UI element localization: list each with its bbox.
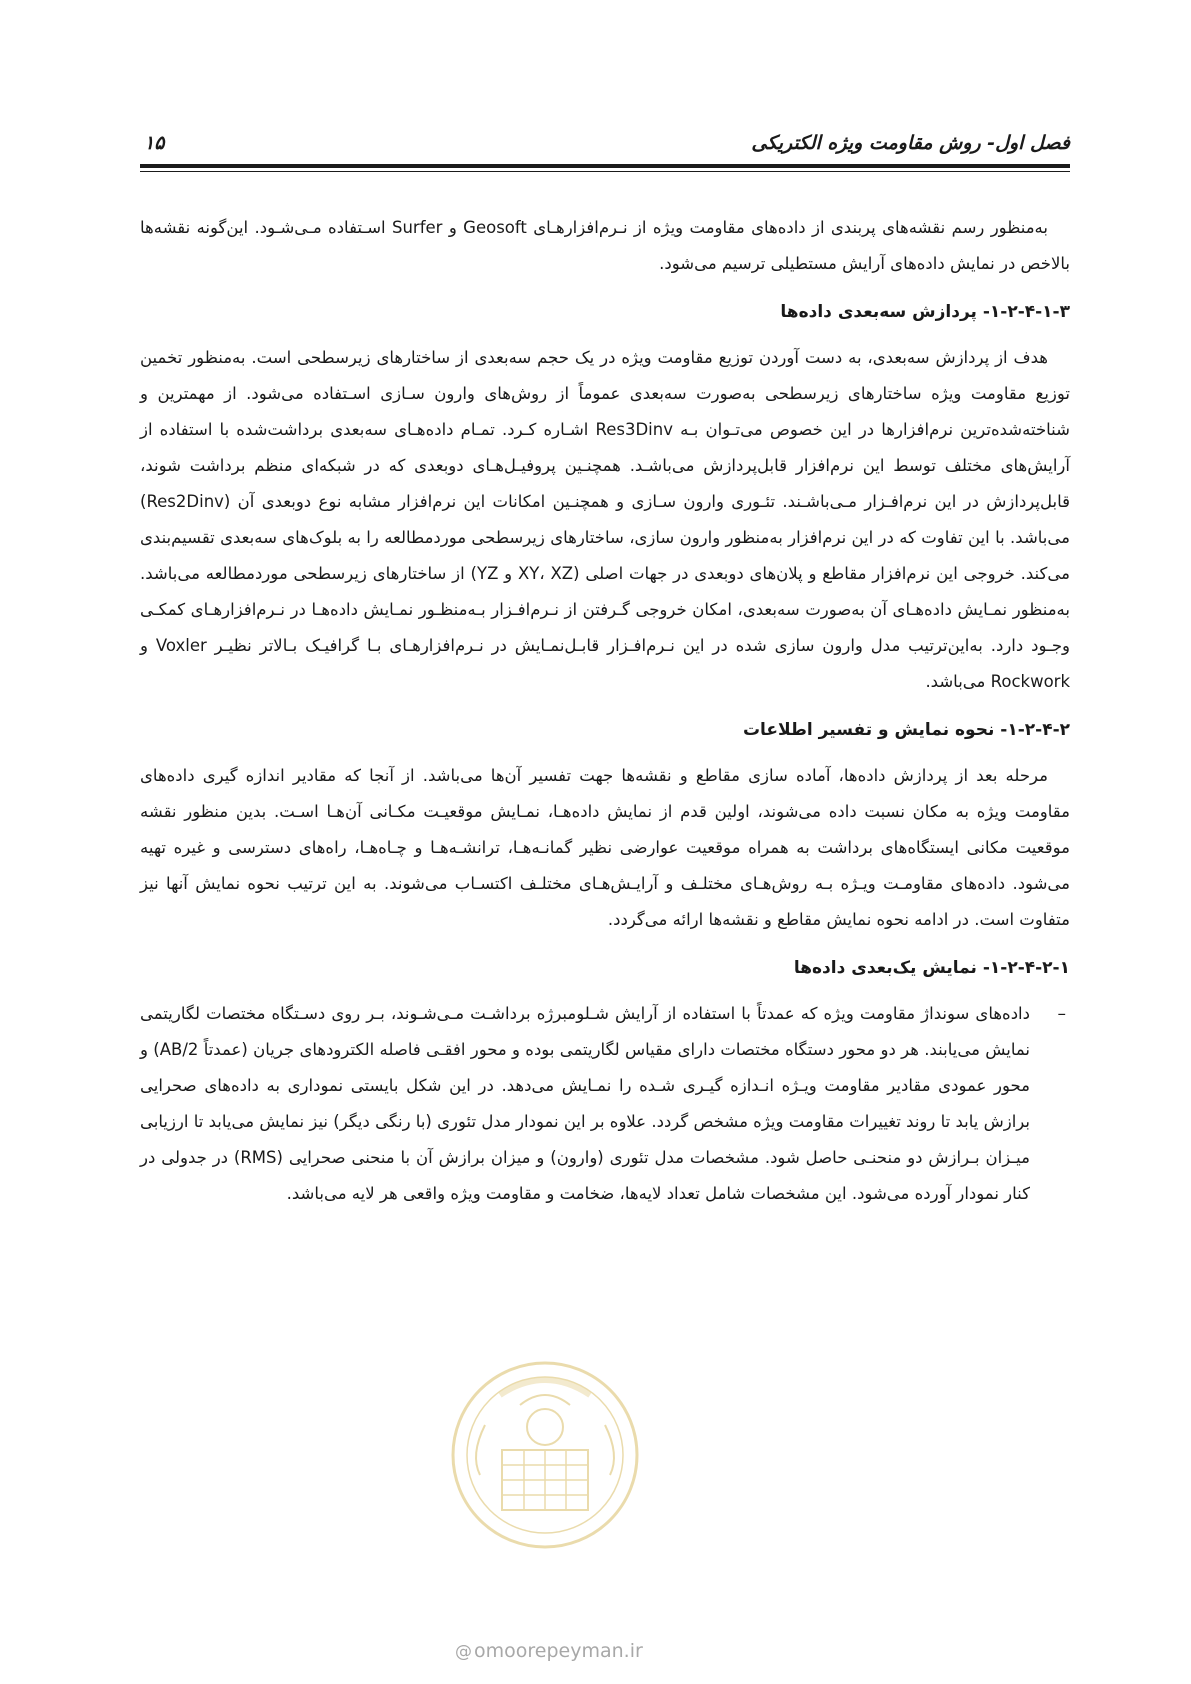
body-paragraph: هدف از پردازش سه‌بعدی، به دست آوردن توزیع مقاومت ویژه در یک حجم سه‌بعدی از ساختارهای زیرسطحی است. به‌منظور تخمین توزیع مقاومت ویژه ساختارهای زیرسطحی به‌صورت سه‌بعدی عموماً از روش‌های وارون سـازی اسـتفاده می‌شود. از مهمترین و شناخته‌شده‌ترین نرم‌افزارها در این خصوص می‌تـوان بـه Res3Dinv اشـاره کـرد. تمـام داده‌هـای سه‌بعدی برداشت‌شده با استفاده از آرایش‌های مختلف توسط این نرم‌افزار قابل‌پردازش می‌باشـد. همچنـین پروفیـل‌هـای دوبعدی که در شبکه‌ای منظم برداشت شوند، قابل‌پردازش در این نرم‌افـزار مـی‌باشـند. تئـوری وارون سـازی و همچنـین امکانات این نرم‌افزار مشابه نوع دوبعدی آن (Res2Dinv) می‌باشد. با این تفاوت که در این نرم‌افزار به‌منظور وارون سازی، ساختارهای زیرسطحی موردمطالعه را به بلوک‌های سه‌بعدی تقسیم‌بندی می‌کند. خروجی این نرم‌افزار مقاطع و پلان‌های دوبعدی در جهات اصلی (XY، XZ و YZ) از ساختارهای زیرسطحی موردمطالعه می‌باشد. به‌منظور نمـایش داده‌هـای آن به‌صورت سه‌بعدی، امکان خروجی گـرفتن از نـرم‌افـزار بـه‌منظـور نمـایش داده‌هـا در نـرم‌افزارهـای کمکـی وجـود دارد. به‌این‌ترتیب مدل وارون سازی شده در این نـرم‌افـزار قابـل‌نمـایش در نـرم‌افزارهـای بـا گرافیـک بـالاتر نظیـر Voxler و Rockwork می‌باشد.	[140, 348, 1070, 691]
list-item	[140, 996, 1070, 1212]
page-content	[140, 210, 1070, 1212]
running-header	[140, 120, 1070, 160]
section-heading: ۱-۲-۴-۱-۳- پردازش سه‌بعدی داده‌ها	[780, 302, 1070, 322]
chapter-title: فصل اول- روش مقاومت ویژه الکتریکی	[751, 132, 1070, 154]
book-page	[140, 120, 1070, 1660]
section-display-interpretation	[140, 715, 1070, 938]
bullet-text: داده‌های سونداژ مقاومت ویژه که عمدتاً با استفاده از آرایش شـلومبرژه برداشـت مـی‌شـوند، بـر روی دسـتگاه مختصات لگاریتمی نمایش می‌یابند. هر دو محور دستگاه مختصات دارای مقیاس لگاریتمی بوده و محور افقـی فاصله الکترودهای جریان (عمدتاً AB/2) و محور عمودی مقادیر مقاومت ویـژه انـدازه گیـری شـده را نمـایش می‌دهد. در این شکل بایستی نموداری به داده‌های صحرایی برازش یابد تا روند تغییرات مقاومت ویژه مشخص گردد. علاوه بر این نمودار مدل تئوری (با رنگی دیگر) نیز نمایش می‌یابد تا ارزیابی میـزان بـرازش دو منحنـی حاصل شود. مشخصات مدل تئوری (وارون) و میزان برازش آن با منحنی صحرایی (RMS) در جدولی در کنار نمودار آورده می‌شود. این مشخصات شامل تعداد لایه‌ها، ضخامت و مقاومت ویژه واقعی هر لایه می‌باشد.	[140, 1004, 1031, 1203]
intro-paragraph: به‌منظور رسم نقشه‌های پربندی از داده‌های مقاومت ویژه از نـرم‌افزارهـای Geosoft و Surfer اسـتفاده مـی‌شـود. این‌گونه نقشه‌ها بالاخص در نمایش داده‌های آرایش مستطیلی ترسیم می‌شود.	[140, 218, 1070, 273]
header-rule-thin	[140, 171, 1070, 172]
page-number: ۱۵	[144, 132, 165, 154]
section-3d-processing	[140, 297, 1070, 700]
body-paragraph: مرحله بعد از پردازش داده‌ها، آماده سازی مقاطع و نقشه‌ها جهت تفسیر آن‌ها می‌باشد. از آنجا که مقادیر اندازه گیری داده‌های مقاومت ویژه به مکان نسبت داده می‌شوند، اولین قدم از نمایش داده‌هـا، نمـایش موقعیـت مکـانی آن‌هـا اسـت. بدین منظور نقشه موقعیت مکانی ایستگاه‌های برداشت به همراه موقعیت عوارضی نظیر گمانـه‌هـا، ترانشـه‌هـا و چـاه‌هـا، راه‌های دسترسی و غیره تهیه می‌شود. داده‌های مقاومـت ویـژه بـه روش‌هـای مختلـف و آرایـش‌هـای مختلـف اکتسـاب می‌شوند. به این ترتیب نحوه نمایش آنها نیز متفاوت است. در ادامه نحوه نمایش مقاطع و نقشه‌ها ارائه می‌گردد.	[140, 766, 1070, 929]
footer-watermark-site	[455, 1640, 643, 1662]
section-heading: ۱-۲-۴-۲-۱- نمایش یک‌بعدی داده‌ها	[793, 958, 1070, 978]
bullet-dash: –	[1057, 1004, 1066, 1024]
at-sign-icon: @	[455, 1642, 472, 1662]
section-heading: ۱-۲-۴-۲- نحوه نمایش و تفسیر اطلاعات	[742, 720, 1070, 740]
section-1d-display	[140, 953, 1070, 1212]
site-url: omoorepeyman.ir	[474, 1640, 643, 1662]
header-rule-thick	[140, 164, 1070, 168]
